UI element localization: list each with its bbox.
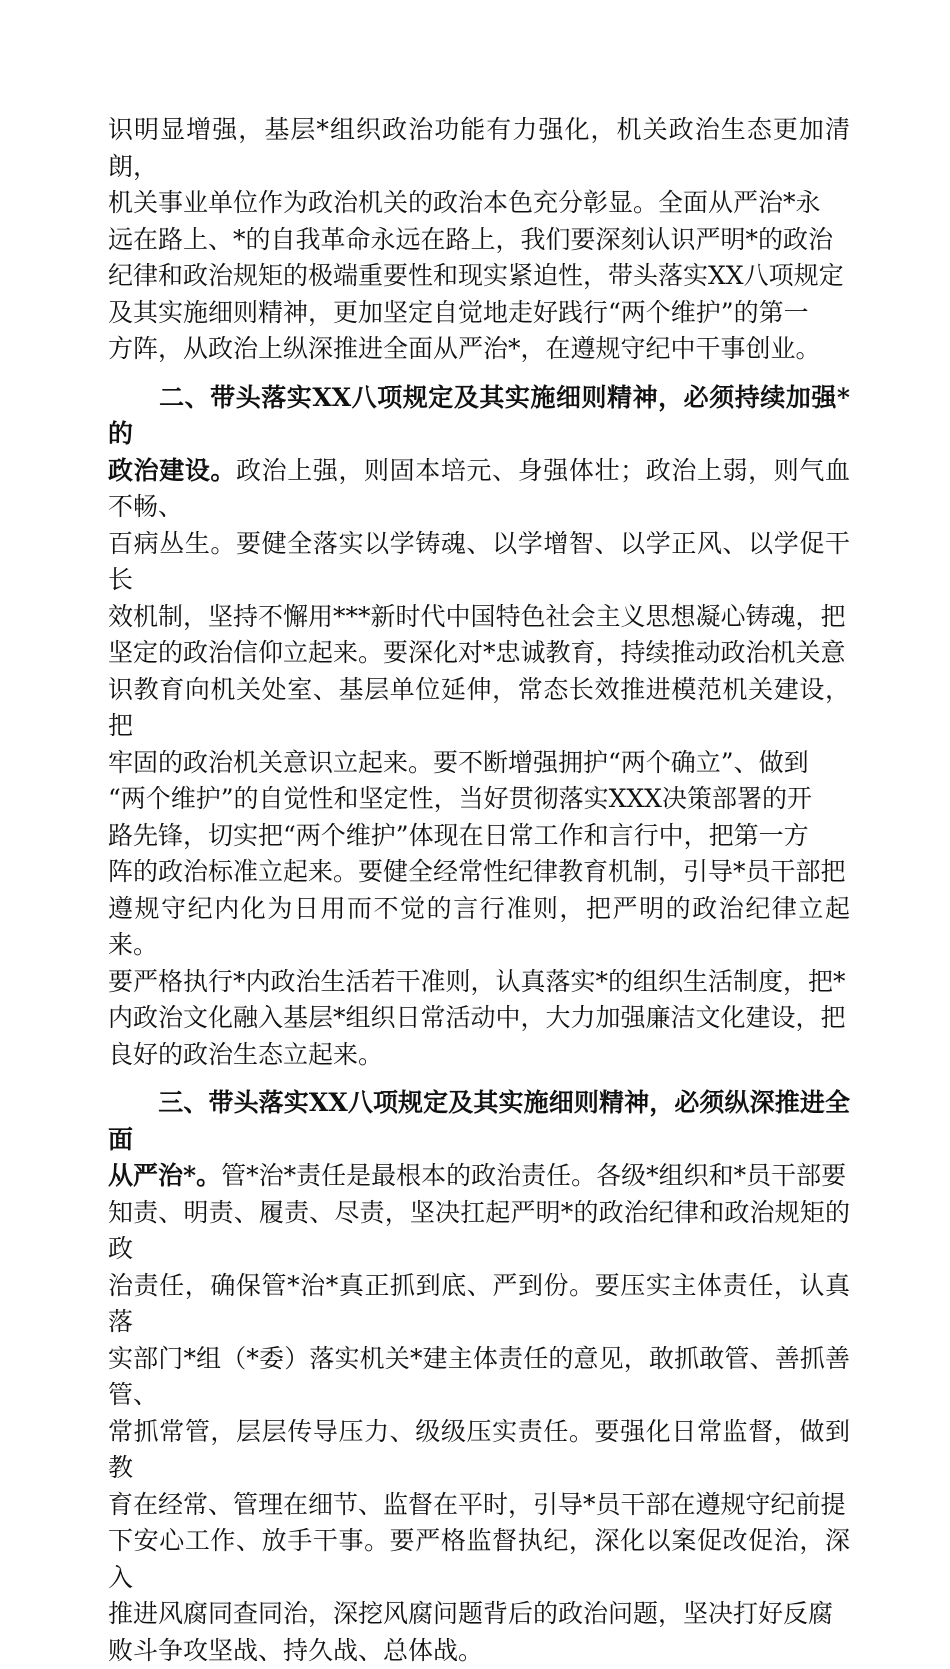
section-heading-three: 三、带头落实XX八项规定及其实施细则精神，必须纵深推进全面 从严治*。 bbox=[108, 1088, 850, 1190]
paragraph-text: 政治上强，则固本培元、身强体壮；政治上弱，则气血不畅、 百病丛生。要健全落实以学铸魂、以学增智、以学正风、以学促干长 效机制，坚持不懈用***新时代中国特色社会主义思想凝心铸魂，把 坚定的政治信仰立起来。要深化对*忠诚教育，持续推动政治机关意 识教育向机关处室、基层单位延伸，常态长效推进模范机关建设，把 牢固的政治机关意识立起来。要不断增强拥护“两个确立”、做到 “两个维护”的自觉性和坚定性，当好贯彻落实XXX决策部署的开 路先锋，切实把“两个维护”体现在日常工作和言行中，把第一方 阵的政治标准立起来。要健全经常性纪律教育机制，引导*员干部把 遵规守纪内化为日用而不觉的言行准则，把严明的政治纪律立起来。 要严格执行*内政治生活若干准则，认真落实*的组织生活制度，把* 内政治文化融入基层*组织日常活动中，大力加强廉洁文化建设，把 良好的政治生态立起来。 bbox=[108, 455, 850, 1069]
document-body bbox=[108, 112, 850, 1669]
paragraph-section-three bbox=[108, 1085, 850, 1669]
paragraph-text: 识明显增强，基层*组织政治功能有力强化，机关政治生态更加清朗， 机关事业单位作为政治机关的政治本色充分彰显。全面从严治*永 远在路上、*的自我革命永远在路上，我们要深刻认识严明*的政治 纪律和政治规矩的极端重要性和现实紧迫性，带头落实XX八项规定 及其实施细则精神，更加坚定自觉地走好践行“两个维护”的第一 方阵，从政治上纵深推进全面从严治*，在遵规守纪中干事创业。 bbox=[108, 115, 850, 363]
section-heading-two: 二、带头落实XX八项规定及其实施细则精神，必须持续加强*的 政治建设。 bbox=[108, 382, 850, 485]
paragraph-text: 管*治*责任是最根本的政治责任。各级*组织和*员干部要 知责、明责、履责、尽责，坚决扛起严明*的政治纪律和政治规矩的政 治责任，确保管*治*真正抓到底、严到份。要压实主体责任，认真落 实部门*组（*委）落实机关*建主体责任的意见，敢抓敢管、善抓善管、 常抓常管，层层传导压力、级级压实责任。要强化日常监督，做到教 育在经常、管理在细节、监督在平时，引导*员干部在遵规守纪前提 下安心工作、放手干事。要严格监督执纪，深化以案促改促治，深入 推进风腐同查同治，深挖风腐问题背后的政治问题，坚决打好反腐 败斗争攻坚战、持久战、总体战。 bbox=[108, 1161, 850, 1665]
paragraph-continuation bbox=[108, 112, 850, 368]
paragraph-section-two bbox=[108, 380, 850, 1074]
